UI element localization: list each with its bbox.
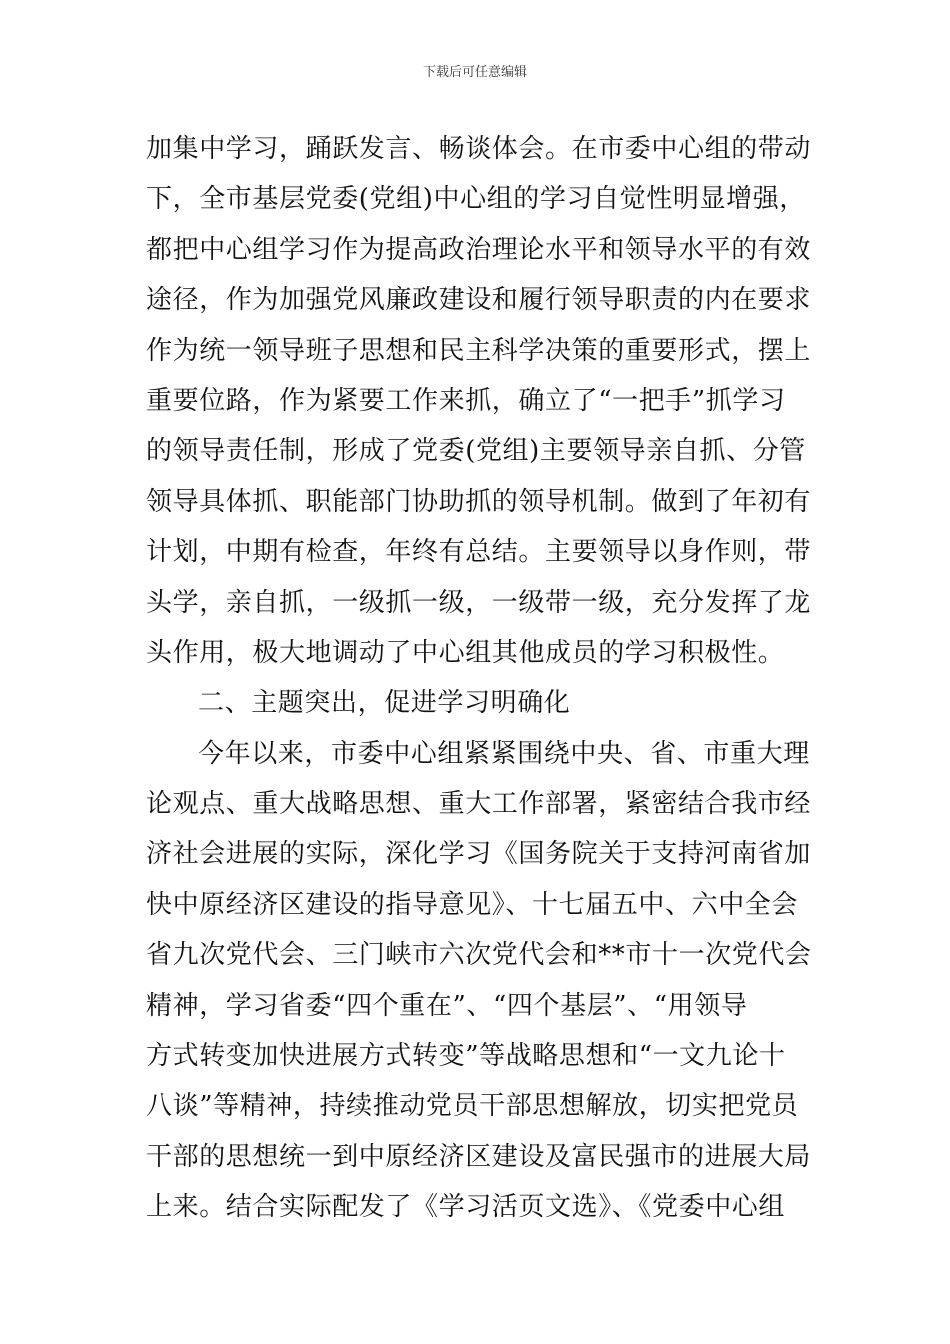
text-line: 加集中学习，踊跃发言、畅谈体会。在市委中心组的带动 [146, 134, 812, 164]
text-line: 都把中心组学习作为提高政治理论水平和领导水平的有效 [146, 234, 812, 265]
text-line: 领导具体抓、职能部门协助抓的领导机制。做到了年初有 [146, 486, 812, 517]
text-line: 省九次党代会、三门峡市六次党代会和**市十一次党代会 [146, 940, 812, 971]
text-line: 上来。结合实际配发了《学习活页文选》、《党委中心组 [146, 1192, 786, 1223]
text-line: 头学，亲自抓，一级抓一级，一级带一级，充分发挥了龙 [146, 587, 812, 618]
text-line: 途径，作为加强党风廉政建设和履行领导职责的内在要求 [146, 285, 812, 316]
section-heading: 二、主题突出，促进学习明确化 [198, 688, 571, 719]
text-line: 精神，学习省委“四个重在”、“四个基层”、“用领导 [146, 990, 748, 1021]
text-line: 头作用，极大地调动了中心组其他成员的学习积极性。 [146, 637, 785, 668]
text-line: 重要位路，作为紧要工作来抓，确立了“一把手”抓学习 [146, 385, 786, 416]
page-header: 下载后可任意编辑 [422, 65, 527, 80]
text-line: 济社会进展的实际，深化学习《国务院关于支持河南省加 [146, 839, 812, 870]
text-line: 论观点、重大战略思想、重大工作部署，紧密结合我市经 [146, 789, 812, 820]
text-line: 的领导责任制，形成了党委(党组)主要领导亲自抓、分管 [146, 436, 806, 467]
text-line: 下，全市基层党委(党组)中心组的学习自觉性明显增强， [146, 184, 806, 215]
text-line: 快中原经济区建设的指导意见》、十七届五中、六中全会 [146, 889, 799, 920]
paragraph-start-line: 今年以来，市委中心组紧紧围绕中央、省、市重大理 [198, 738, 810, 769]
text-line: 八谈”等精神，持续推动党员干部思想解放，切实把党员 [146, 1091, 799, 1122]
text-line: 干部的思想统一到中原经济区建设及富民强市的进展大局 [146, 1141, 812, 1172]
text-line: 作为统一领导班子思想和民主科学决策的重要形式，摆上 [146, 335, 812, 366]
document-body [146, 124, 810, 1233]
text-line: 计划，中期有检查，年终有总结。主要领导以身作则，带 [146, 537, 812, 568]
text-line: 方式转变加快进展方式转变”等战略思想和“一文九论十 [146, 1041, 786, 1072]
